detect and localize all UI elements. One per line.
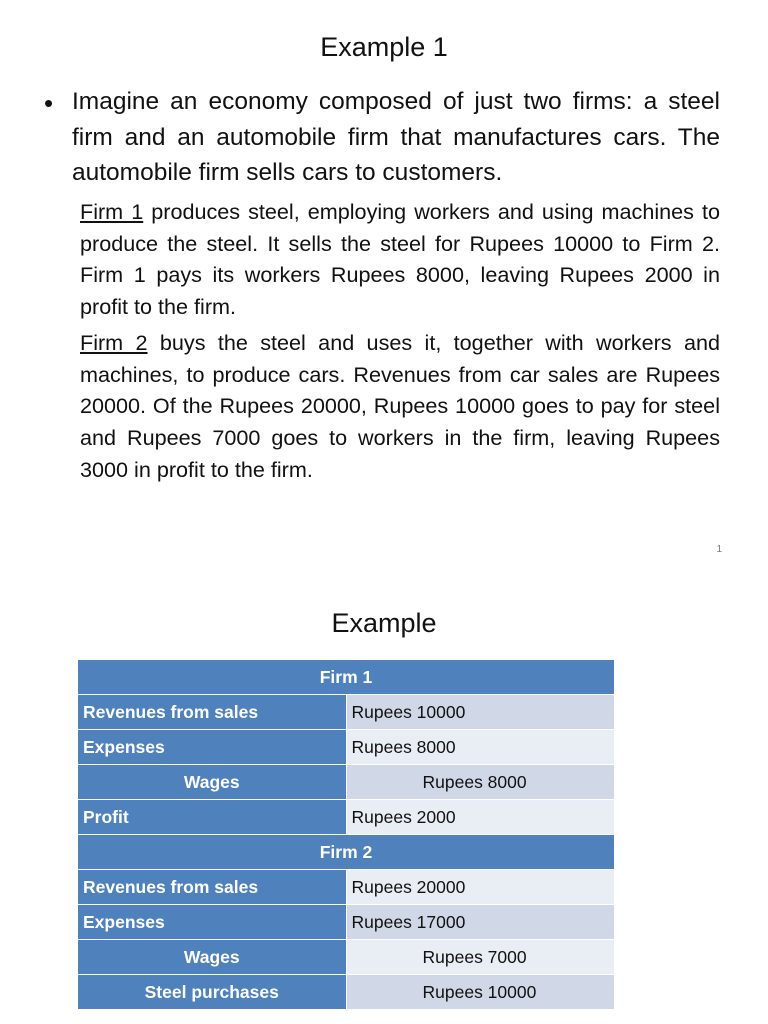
row-label: Expenses [78, 905, 347, 940]
firm-2-text: buys the steel and uses it, together with workers and machines, to produce cars. Revenues from car sales are Rupees 20000. Of the Rupees 20000, Rupees 10000 goes to pay for steel and Rupees 7000 goes to workers in the firm, leaving Rupees 3000 in profit to the firm. [80, 330, 720, 482]
row-label: Wages [78, 940, 347, 975]
slide-2 [0, 580, 768, 1024]
table-row [78, 800, 615, 835]
row-value: Rupees 10000 [346, 975, 615, 1010]
row-label: Revenues from sales [78, 695, 347, 730]
row-label: Profit [78, 800, 347, 835]
bullet-text: Imagine an economy composed of just two firms: a steel firm and an automobile firm that manufactures cars. The automobile firm sells cars to customers. [72, 88, 720, 186]
slide-title: Example [331, 608, 437, 638]
firm-1-paragraph [80, 196, 720, 323]
firm-2-paragraph [80, 327, 720, 486]
row-value: Rupees 17000 [346, 905, 615, 940]
row-value: Rupees 8000 [346, 765, 615, 800]
row-label: Expenses [78, 730, 347, 765]
slide-title: Example 1 [320, 32, 448, 62]
row-value: Rupees 20000 [346, 870, 615, 905]
row-value: Rupees 2000 [346, 800, 615, 835]
row-label: Steel purchases [78, 975, 347, 1010]
row-label: Revenues from sales [78, 870, 347, 905]
table-row [78, 730, 615, 765]
slide-number: 1 [716, 544, 722, 555]
row-label: Wages [78, 765, 347, 800]
row-value: Rupees 8000 [346, 730, 615, 765]
firm-2-header: Firm 2 [78, 835, 615, 870]
firm-2-label: Firm 2 [80, 330, 148, 355]
table-row [78, 695, 615, 730]
bullet-icon: • [44, 88, 54, 118]
table-row [78, 905, 615, 940]
table-row [78, 870, 615, 905]
table-row [78, 940, 615, 975]
firm-accounts-table [77, 659, 615, 1010]
table-header-row [78, 835, 615, 870]
firm-1-label: Firm 1 [80, 199, 144, 224]
row-value: Rupees 7000 [346, 940, 615, 975]
table-row [78, 765, 615, 800]
firm-1-text: produces steel, employing workers and using machines to produce the steel. It sells the steel for Rupees 10000 to Firm 2. Firm 1 pays its workers Rupees 8000, leaving Rupees 2000 in profit to the firm. [80, 199, 720, 320]
row-value: Rupees 10000 [346, 695, 615, 730]
table-row [78, 975, 615, 1010]
firm-1-header: Firm 1 [78, 660, 615, 695]
table-header-row [78, 660, 615, 695]
